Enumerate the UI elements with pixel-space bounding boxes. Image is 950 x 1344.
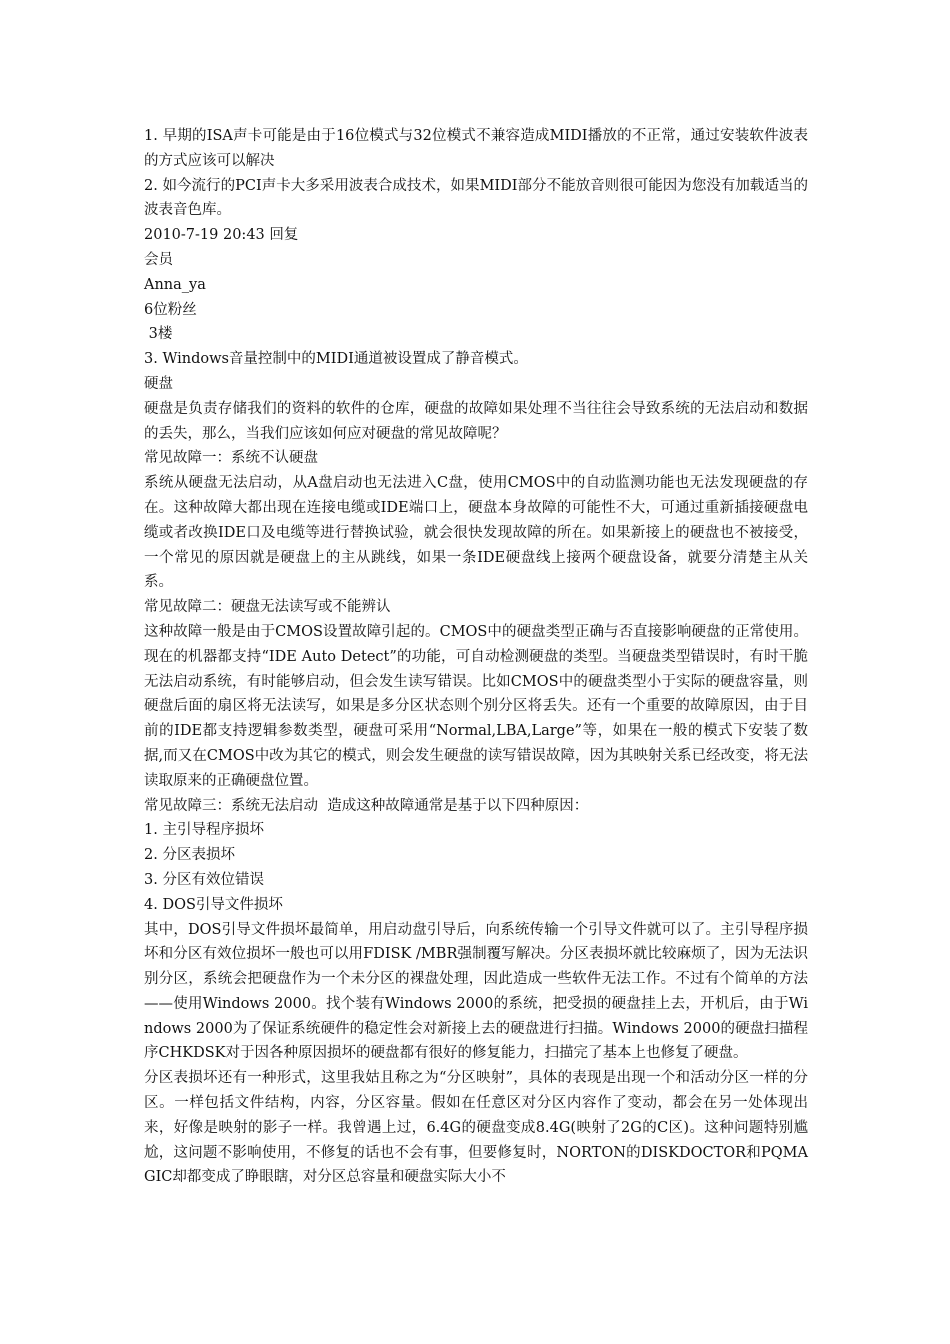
fault-heading-2: 常见故障二：硬盘无法读写或不能辨认 <box>144 599 391 616</box>
paragraph-harddisk-intro: 硬盘是负责存储我们的资料的软件的仓库，硬盘的故障如果处理不当往往会导致系统的无法启动和数据的丢失，那么，当我们应该如何应对硬盘的常见故障呢？ <box>144 400 808 442</box>
paragraph-partition-mapping: 分区表损坏还有一种形式，这里我姑且称之为“分区映射”，具体的表现是出现一个和活动分区一样的分区。一样包括文件结构，内容，分区容量。假如在任意区对分区内容作了变动，都会在另一处体现出来，好像是映射的影子一样。我曾遇上过，6.4G的硬盘变成8.4G(映射了2G的C区)。这种问题特别尴尬，这问题不影响使用，不修复的话也不会有事，但要修复时，NORTON的DISKDOCTOR和PQMAGIC却都变成了睁眼瞎，对分区总容量和硬盘实际大小不 <box>144 1070 808 1186</box>
username: Anna_ya <box>144 276 206 293</box>
paragraph-fault-2: 这种故障一般是由于CMOS设置故障引起的。CMOS中的硬盘类型正确与否直接影响硬盘的正常使用。现在的机器都支持“IDE Auto Detect”的功能，可自动检测硬盘的类型。当硬盘类型错误时，有时干脆无法启动系统，有时能够启动，但会发生读写错误。比如CMOS中的硬盘类型小于实际的硬盘容量，则硬盘后面的扇区将无法读写，如果是多分区状态则个别分区将丢失。还有一个重要的故障原因，由于目前的IDE都支持逻辑参数类型，硬盘可采用“Normal,LBA,Large”等，如果在一般的模式下安装了数据,而又在CMOS中改为其它的模式，则会发生硬盘的读写错误故障，因为其映射关系已经改变，将无法读取原来的正确硬盘位置。 <box>144 623 808 789</box>
paragraph-fault-1: 系统从硬盘无法启动，从A盘启动也无法进入C盘，使用CMOS中的自动监测功能也无法发现硬盘的存在。这种故障大都出现在连接电缆或IDE端口上，硬盘本身故障的可能性不大，可通过重新插接硬盘电缆或者改换IDE口及电缆等进行替换试验，就会很快发现故障的所在。如果新接上的硬盘也不被接受，一个常见的原因就是硬盘上的主从跳线，如果一条IDE硬盘线上接两个硬盘设备，就要分清楚主从关系。 <box>144 475 808 591</box>
paragraph-repair-methods: 其中，DOS引导文件损坏最简单，用启动盘引导后，向系统传输一个引导文件就可以了。主引导程序损坏和分区有效位损坏一般也可以用FDISK /MBR强制覆写解决。分区表损坏就比较麻烦了，因为无法识别分区，系统会把硬盘作为一个未分区的裸盘处理，因此造成一些软件无法工作。不过有个简单的方法——使用Windows 2000。找个装有Windows 2000的系统，把受损的硬盘挂上去，开机后，由于Windows 2000为了保证系统硬件的稳定性会对新接上去的硬盘进行扫描。Windows 2000的硬盘扫描程序CHKDSK对于因各种原因损坏的硬盘都有很好的修复能力，扫描完了基本上也修复了硬盘。 <box>144 921 808 1062</box>
list-item-3: 3. 分区有效位错误 <box>144 871 264 888</box>
list-item-4: 4. DOS引导文件损坏 <box>144 896 283 913</box>
reply-timestamp: 2010-7-19 20:43 回复 <box>144 227 299 244</box>
section-heading-harddisk: 硬盘 <box>144 375 173 392</box>
document-page <box>144 124 808 1190</box>
fault-heading-1: 常见故障一：系统不认硬盘 <box>144 450 318 467</box>
paragraph-pci-soundcard: 2. 如今流行的PCI声卡大多采用波表合成技术，如果MIDI部分不能放音则很可能因为您没有加载适当的波表音色库。 <box>144 177 808 219</box>
member-label: 会员 <box>144 251 173 268</box>
floor-number: 3楼 <box>144 326 173 343</box>
fan-count: 6位粉丝 <box>144 301 197 318</box>
paragraph-windows-midi: 3. Windows音量控制中的MIDI通道被设置成了静音模式。 <box>144 351 528 368</box>
list-item-1: 1. 主引导程序损坏 <box>144 822 264 839</box>
fault-heading-3: 常见故障三：系统无法启动 造成这种故障通常是基于以下四种原因： <box>144 797 589 814</box>
list-item-2: 2. 分区表损坏 <box>144 847 235 864</box>
paragraph-isa-soundcard: 1. 早期的ISA声卡可能是由于16位模式与32位模式不兼容造成MIDI播放的不正常，通过安装软件波表的方式应该可以解决 <box>144 128 808 169</box>
